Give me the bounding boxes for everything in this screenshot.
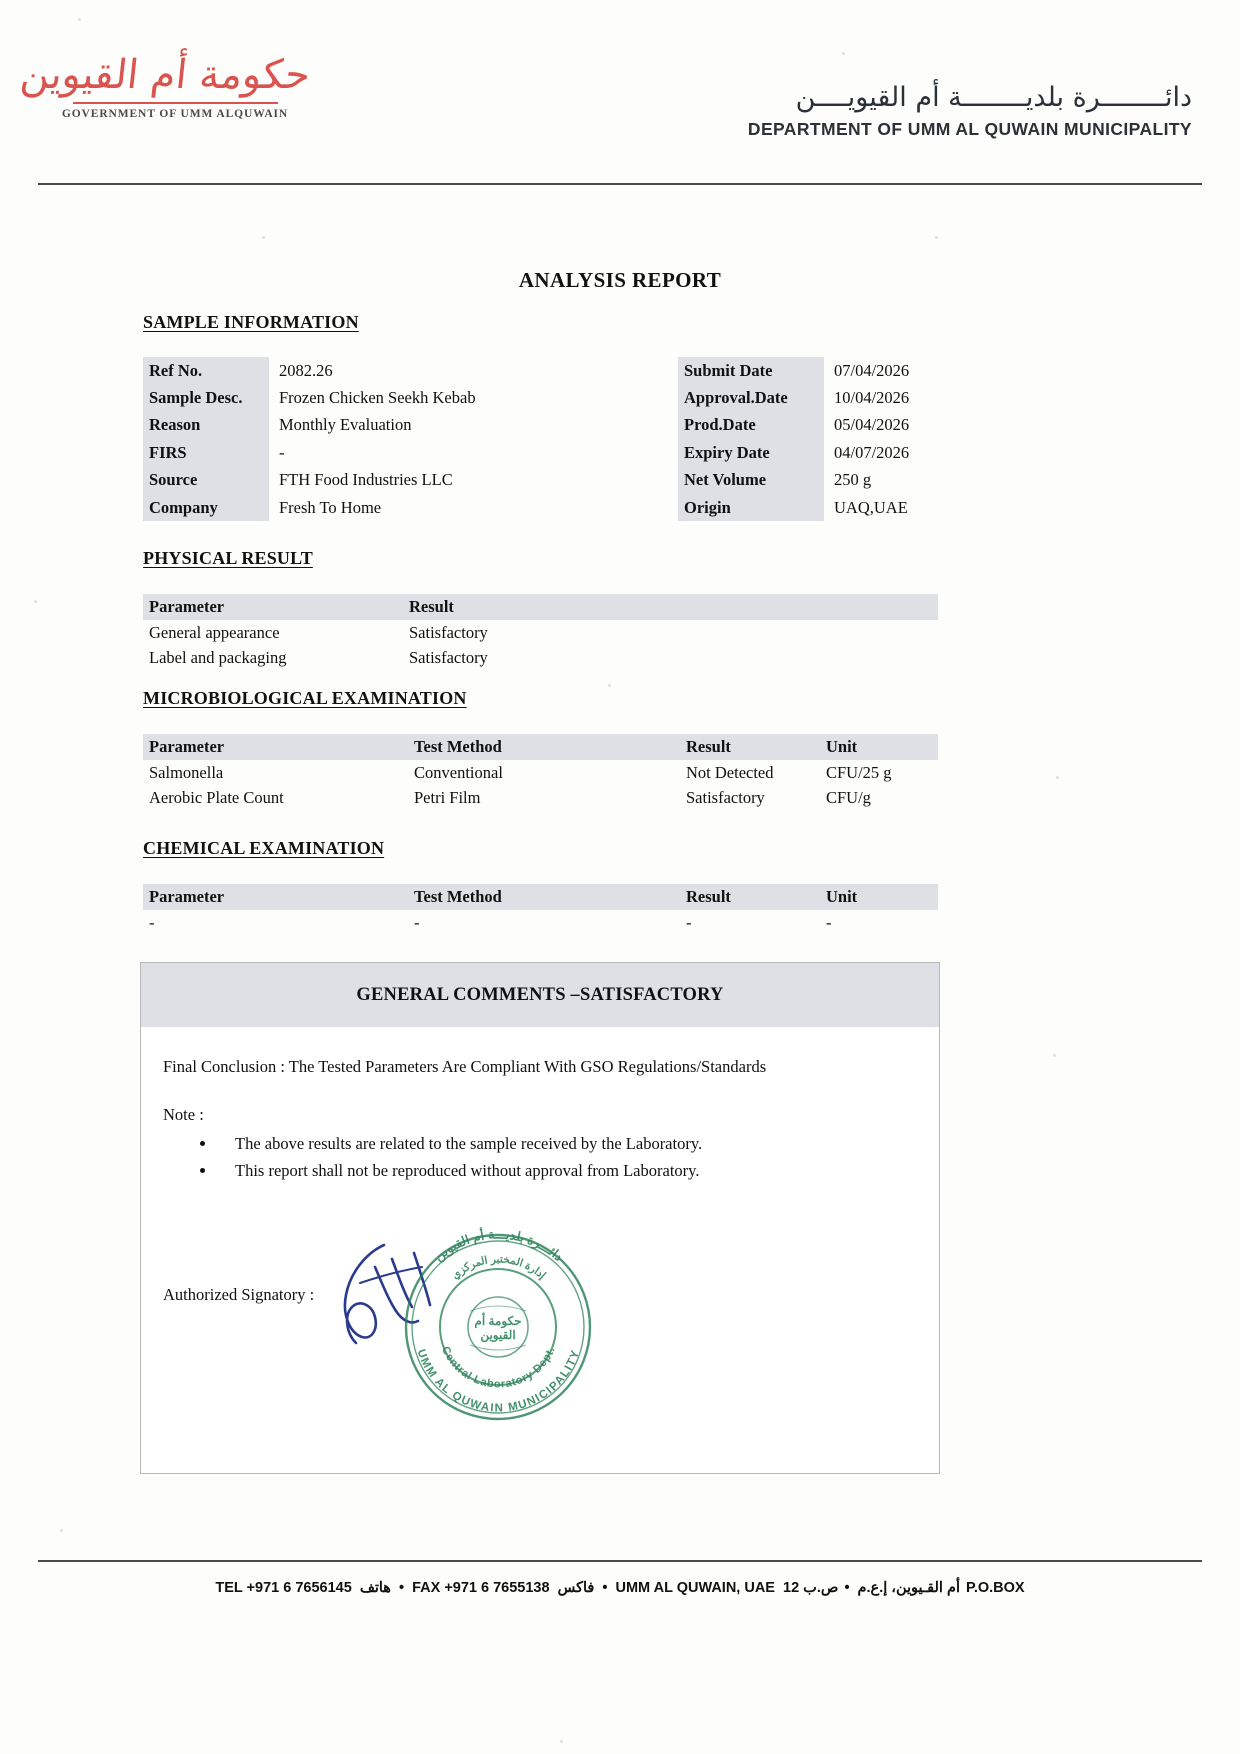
cell-parameter: Salmonella — [149, 762, 224, 782]
info-row — [143, 494, 563, 521]
info-row — [143, 412, 563, 439]
section-heading-microbiological-examination: MICROBIOLOGICAL EXAMINATION — [143, 688, 467, 708]
footer-divider — [38, 1560, 1202, 1562]
column-header: Parameter — [149, 887, 225, 906]
table-header-row — [143, 594, 938, 620]
info-value: Frozen Chicken Seekh Kebab — [279, 388, 476, 408]
authorized-signatory-label: Authorized Signatory : — [163, 1285, 315, 1304]
document-header — [0, 0, 1240, 195]
footer-pobox: ص.ب 12 P.O.BOX — [783, 1580, 1025, 1596]
info-row — [143, 357, 563, 384]
cell-unit: CFU/g — [826, 787, 871, 807]
column-header: Parameter — [149, 597, 225, 616]
official-stamp — [386, 1215, 611, 1440]
svg-text:Central Laboratory Dept. — [439, 1345, 558, 1391]
stamp-arabic-outer: دائـــرة بلديـــة أم القيوين — [431, 1227, 566, 1264]
cell-parameter: General appearance — [149, 622, 280, 642]
footer-city-ar: أم القـيوين، إ.ع.م — [857, 1580, 960, 1596]
footer-tel: TEL +971 6 7656145 — [215, 1580, 352, 1596]
info-label: Sample Desc. — [143, 384, 269, 411]
info-value: 04/07/2026 — [834, 442, 910, 462]
cell-test-method: - — [414, 912, 420, 932]
scan-speck — [560, 1740, 563, 1743]
column-header: Result — [686, 887, 731, 906]
info-label: Reason — [143, 412, 269, 439]
scan-speck — [60, 1529, 63, 1532]
cell-result: - — [686, 912, 692, 932]
table-row — [143, 645, 938, 670]
stamp-english-outer: UMM AL QUWAIN MUNICIPALITY — [414, 1347, 583, 1415]
table-row — [143, 785, 938, 810]
svg-text:إدارة المختبر المركزي — [449, 1253, 547, 1282]
list-item: • The above results are related to the sample received by the Laboratory. — [217, 1131, 917, 1158]
info-value: - — [279, 442, 285, 462]
cell-result: Satisfactory — [686, 787, 765, 807]
sample-information-left-table — [143, 357, 563, 521]
logo-english-label: GOVERNMENT OF UMM ALQUWAIN — [61, 108, 289, 120]
info-label: Net Volume — [678, 467, 824, 494]
table-header-row — [143, 734, 938, 760]
footer-fax: FAX +971 6 7655138 — [412, 1580, 550, 1596]
microbiological-examination-table — [143, 734, 938, 810]
physical-result-table — [143, 594, 938, 670]
footer-contact — [0, 1580, 1240, 1596]
info-value: Monthly Evaluation — [279, 415, 412, 435]
general-comments-body — [141, 1027, 939, 1473]
info-value: FTH Food Industries LLC — [279, 470, 453, 490]
info-label: Company — [143, 494, 269, 521]
info-row — [143, 467, 563, 494]
scan-speck — [1056, 776, 1059, 779]
table-row — [143, 620, 938, 645]
notes-list — [217, 1131, 917, 1184]
svg-text:UMM AL QUWAIN MUNICIPALITY — [414, 1348, 582, 1415]
sample-information-right-table — [678, 357, 943, 521]
column-header: Result — [686, 737, 731, 756]
department-title-arabic: دائــــــــرة بلديــــــــة أم القيويــــن — [795, 82, 1192, 113]
info-value: 05/04/2026 — [834, 415, 910, 435]
info-value: 10/04/2026 — [834, 388, 910, 408]
page-title: ANALYSIS REPORT — [518, 268, 722, 292]
info-label: Origin — [678, 494, 824, 521]
chemical-examination-table — [143, 884, 938, 935]
section-heading-chemical-examination: CHEMICAL EXAMINATION — [143, 838, 385, 858]
info-label: FIRS — [143, 439, 269, 466]
column-header: Result — [409, 597, 454, 616]
scan-speck — [608, 684, 611, 687]
info-row — [678, 412, 943, 439]
cell-result: Satisfactory — [409, 647, 488, 667]
government-logo — [18, 52, 313, 120]
stamp-arabic-inner: إدارة المختبر المركزي — [449, 1253, 548, 1282]
svg-text:دائـــرة بلديـــة أم القيوين — [432, 1227, 566, 1265]
header-divider — [38, 183, 1202, 185]
section-heading-physical-result: PHYSICAL RESULT — [143, 548, 313, 568]
info-row — [143, 439, 563, 466]
final-conclusion-text: Final Conclusion : The Tested Parameters Are Compliant With GSO Regulations/Standards — [163, 1057, 767, 1076]
scan-speck — [1053, 1054, 1056, 1057]
cell-test-method: Conventional — [414, 762, 503, 782]
signature-ink — [326, 1237, 461, 1362]
stamp-center-arabic-2: القيوين — [480, 1328, 516, 1342]
note-label: Note : — [163, 1105, 204, 1124]
info-value: Fresh To Home — [279, 497, 382, 517]
footer-fax-ar: فاكس — [557, 1580, 595, 1596]
cell-result: Not Detected — [686, 762, 774, 782]
department-title-block — [748, 82, 1192, 140]
general-comments-heading: GENERAL COMMENTS –SATISFACTORY — [141, 963, 939, 1027]
column-header: Test Method — [414, 737, 502, 756]
column-header: Parameter — [149, 737, 225, 756]
info-row — [678, 384, 943, 411]
info-value: 2082.26 — [279, 360, 333, 380]
footer-city: UMM AL QUWAIN, UAE — [615, 1580, 775, 1596]
scan-speck — [262, 236, 265, 239]
cell-parameter: Aerobic Plate Count — [149, 787, 284, 807]
footer-separator: • — [602, 1580, 608, 1596]
general-comments-box — [140, 962, 940, 1474]
info-label: Submit Date — [678, 357, 824, 384]
info-label: Expiry Date — [678, 439, 824, 466]
cell-unit: - — [826, 912, 832, 932]
stamp-center-arabic: حكومة أم — [474, 1314, 522, 1328]
cell-parameter: Label and packaging — [149, 647, 287, 667]
footer-tel-ar: هاتف — [359, 1580, 391, 1596]
cell-test-method: Petri Film — [414, 787, 481, 807]
cell-parameter: - — [149, 912, 155, 932]
info-row — [678, 467, 943, 494]
list-item: • This report shall not be reproduced without approval from Laboratory. — [217, 1158, 917, 1185]
info-label: Prod.Date — [678, 412, 824, 439]
column-header: Test Method — [414, 887, 502, 906]
cell-result: Satisfactory — [409, 622, 488, 642]
stamp-english-inner: Central Laboratory Dept. — [439, 1344, 558, 1391]
cell-unit: CFU/25 g — [826, 762, 892, 782]
info-value: 07/04/2026 — [834, 360, 910, 380]
table-row — [143, 760, 938, 785]
info-label: Ref No. — [143, 357, 269, 384]
column-header: Unit — [826, 887, 858, 906]
table-row — [143, 910, 938, 935]
column-header: Unit — [826, 737, 858, 756]
info-label: Source — [143, 467, 269, 494]
info-row — [678, 357, 943, 384]
logo-divider — [73, 102, 278, 104]
info-row — [678, 494, 943, 521]
footer-separator: • — [398, 1580, 405, 1596]
info-label: Approval.Date — [678, 384, 824, 411]
info-value: 250 g — [834, 470, 872, 490]
info-value: UAQ,UAE — [834, 497, 908, 517]
info-row — [678, 439, 943, 466]
section-heading-sample-information: SAMPLE INFORMATION — [143, 312, 359, 332]
info-row — [143, 384, 563, 411]
table-header-row — [143, 884, 938, 910]
scan-speck — [34, 600, 37, 603]
scan-speck — [935, 236, 938, 239]
logo-arabic-calligraphy: حكومة أم القيوين — [18, 52, 313, 98]
department-title-english: DEPARTMENT OF UMM AL QUWAIN MUNICIPALITY — [747, 119, 1192, 139]
footer-separator: • — [844, 1580, 850, 1596]
